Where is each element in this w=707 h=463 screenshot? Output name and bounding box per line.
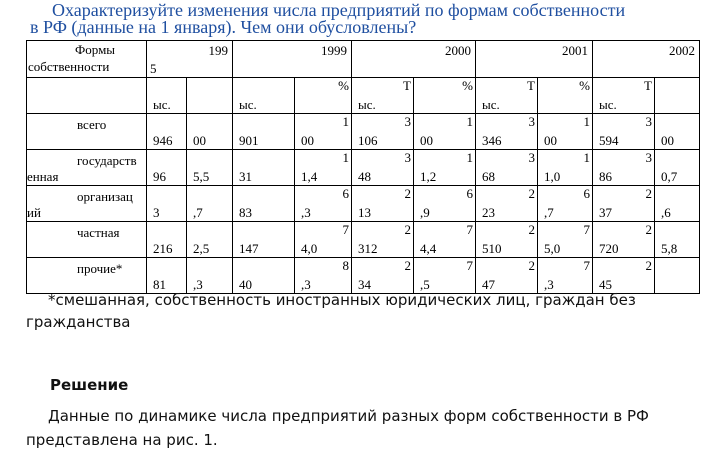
header-forms-label: собственности <box>28 59 110 74</box>
table-cell <box>233 114 295 150</box>
subheader-cell <box>414 78 476 114</box>
table-cell <box>295 114 352 150</box>
cell-value: ,5 <box>420 277 430 292</box>
solution-heading: Решение <box>50 376 129 394</box>
subheader-cell <box>655 78 700 114</box>
row-label: частная <box>77 225 120 240</box>
cell-value: 594 <box>599 133 619 148</box>
cell-value: 68 <box>482 169 495 184</box>
subheader-unit-label: Т <box>527 78 535 93</box>
subheader-unit-label: Т <box>644 78 652 93</box>
task-title-line2: в РФ (данные на 1 января). Чем они обусловлены? <box>30 17 417 37</box>
table-cell <box>538 222 593 258</box>
cell-value-top: 1 <box>342 150 349 165</box>
cell-value: 106 <box>358 133 378 148</box>
subheader-cell <box>593 78 655 114</box>
subheader-unit-label: ыс. <box>482 97 500 112</box>
row-label: организац <box>77 189 133 204</box>
task-title <box>30 2 700 36</box>
header-year-cell <box>147 41 233 78</box>
cell-value-top: 6 <box>466 186 473 201</box>
header-year-label: 199 <box>208 43 228 58</box>
cell-value: ,6 <box>661 205 671 220</box>
subheader-unit-label: % <box>462 78 473 93</box>
subheader-cell <box>352 78 414 114</box>
cell-value-top: 2 <box>404 258 411 273</box>
table-cell <box>233 222 295 258</box>
cell-value-top: 7 <box>583 258 590 273</box>
cell-value: 2,5 <box>193 241 210 256</box>
cell-value-top: 6 <box>583 186 590 201</box>
table-cell <box>295 150 352 186</box>
header-year-label: 5 <box>150 61 157 76</box>
cell-value: ,3 <box>544 277 554 292</box>
table-cell <box>593 186 655 222</box>
cell-value: 00 <box>544 133 557 148</box>
cell-value-top: 2 <box>528 222 535 237</box>
cell-value: 00 <box>661 133 674 148</box>
subheader-cell <box>295 78 352 114</box>
cell-value: 147 <box>239 241 259 256</box>
cell-value: 0,7 <box>661 169 678 184</box>
table-cell <box>593 114 655 150</box>
subheader-cell <box>538 78 593 114</box>
task-title-line1: Охарактеризуйте изменения числа предприятий по формам собственности <box>52 0 626 20</box>
table-cell <box>295 222 352 258</box>
cell-value-top: 2 <box>528 258 535 273</box>
table-subheader-row <box>27 78 700 114</box>
table-cell <box>187 186 233 222</box>
subheader-unit-label: ыс. <box>153 97 171 112</box>
cell-value: ,7 <box>193 205 203 220</box>
cell-value: 5,5 <box>193 169 210 184</box>
table-row <box>27 186 700 222</box>
table-cell <box>655 114 700 150</box>
header-year-label: 2000 <box>445 43 471 58</box>
header-year-cell <box>476 41 593 78</box>
cell-value: 901 <box>239 133 259 148</box>
table-cell <box>147 114 187 150</box>
cell-value: 1,4 <box>301 169 318 184</box>
table-cell <box>414 114 476 150</box>
table-row <box>27 222 700 258</box>
cell-value-top: 3 <box>528 150 535 165</box>
cell-value: 216 <box>153 241 173 256</box>
row-label: государств <box>77 153 137 168</box>
table-cell <box>295 186 352 222</box>
header-forms-label: Формы <box>75 42 116 57</box>
subheader-unit-label: ыс. <box>599 97 617 112</box>
cell-value-top: 1 <box>466 150 473 165</box>
cell-value-top: 8 <box>342 258 349 273</box>
cell-value: 3 <box>153 205 160 220</box>
cell-value-top: 1 <box>583 114 590 129</box>
cell-value: 1,2 <box>420 169 437 184</box>
cell-value: 510 <box>482 241 502 256</box>
cell-value: 81 <box>153 277 166 292</box>
table-cell <box>187 150 233 186</box>
subheader-unit-label: % <box>579 78 590 93</box>
table-cell <box>655 222 700 258</box>
footnote-line1: *смешанная, собственность иностранных юридических лиц, граждан без <box>48 291 636 309</box>
cell-value: 45 <box>599 277 612 292</box>
solution-paragraph <box>26 404 706 452</box>
table-cell <box>593 222 655 258</box>
cell-value: 86 <box>599 169 612 184</box>
cell-value: 37 <box>599 205 612 220</box>
cell-value: 1,0 <box>544 169 561 184</box>
subheader-unit-label: ыс. <box>239 97 257 112</box>
table-cell <box>414 222 476 258</box>
footnote-line2: гражданства <box>26 313 131 331</box>
table-cell <box>655 186 700 222</box>
table-cell <box>414 150 476 186</box>
cell-value-top: 3 <box>528 114 535 129</box>
subheader-unit-label: ыс. <box>358 97 376 112</box>
cell-value-top: 1 <box>342 114 349 129</box>
table-cell <box>538 150 593 186</box>
table-cell <box>476 222 538 258</box>
cell-value: 5,0 <box>544 241 561 256</box>
cell-value: 346 <box>482 133 502 148</box>
cell-value: ,3 <box>301 277 311 292</box>
cell-value: 47 <box>482 277 495 292</box>
cell-value: 13 <box>358 205 371 220</box>
subheader-cell <box>187 78 233 114</box>
cell-value: 00 <box>193 133 206 148</box>
table-header-row <box>27 41 700 78</box>
row-label: ий <box>27 205 41 220</box>
cell-value: 48 <box>358 169 371 184</box>
table-cell <box>352 186 414 222</box>
cell-value-top: 2 <box>645 222 652 237</box>
table-cell <box>476 150 538 186</box>
cell-value-top: 3 <box>404 114 411 129</box>
subheader-cell <box>233 78 295 114</box>
header-year-cell <box>352 41 476 78</box>
cell-value: 40 <box>239 277 252 292</box>
table-cell <box>352 222 414 258</box>
table-cell <box>233 150 295 186</box>
cell-value: 31 <box>239 169 252 184</box>
header-year-label: 2002 <box>669 43 695 58</box>
table-cell <box>538 114 593 150</box>
cell-value: 23 <box>482 205 495 220</box>
table-cell <box>655 150 700 186</box>
cell-value: 4,4 <box>420 241 437 256</box>
subheader-unit-label: % <box>338 78 349 93</box>
row-label-cell <box>27 114 147 150</box>
subheader-cell <box>147 78 187 114</box>
cell-value: 5,8 <box>661 241 678 256</box>
table-cell <box>352 114 414 150</box>
cell-value-top: 2 <box>645 258 652 273</box>
cell-value: 00 <box>420 133 433 148</box>
header-forms-cell <box>27 41 147 78</box>
cell-value-top: 3 <box>404 150 411 165</box>
row-label: енная <box>27 169 59 184</box>
table-cell <box>187 222 233 258</box>
table-row <box>27 114 700 150</box>
enterprises-table <box>26 40 700 294</box>
cell-value: 00 <box>301 133 314 148</box>
row-label-cell <box>27 150 147 186</box>
table-cell <box>593 150 655 186</box>
cell-value: ,3 <box>301 205 311 220</box>
cell-value: ,7 <box>544 205 554 220</box>
table-row <box>27 150 700 186</box>
cell-value-top: 1 <box>466 114 473 129</box>
row-label: всего <box>77 117 107 132</box>
cell-value: 83 <box>239 205 252 220</box>
cell-value: 720 <box>599 241 619 256</box>
cell-value-top: 2 <box>404 222 411 237</box>
table-cell <box>476 114 538 150</box>
subheader-cell <box>476 78 538 114</box>
table-cell <box>352 150 414 186</box>
cell-value-top: 2 <box>645 186 652 201</box>
row-label-cell <box>27 222 147 258</box>
row-label-cell <box>27 186 147 222</box>
header-year-label: 2001 <box>562 43 588 58</box>
cell-value: 34 <box>358 277 371 292</box>
cell-value: 946 <box>153 133 173 148</box>
cell-value: 4,0 <box>301 241 318 256</box>
cell-value-top: 1 <box>583 150 590 165</box>
header-year-label: 1999 <box>321 43 347 58</box>
cell-value: 312 <box>358 241 378 256</box>
cell-value-top: 7 <box>342 222 349 237</box>
subheader-unit-label: Т <box>403 78 411 93</box>
cell-value-top: 6 <box>342 186 349 201</box>
cell-value: 96 <box>153 169 166 184</box>
table-cell <box>147 150 187 186</box>
cell-value-top: 7 <box>466 222 473 237</box>
cell-value-top: 3 <box>645 114 652 129</box>
cell-value-top: 7 <box>466 258 473 273</box>
cell-value-top: 3 <box>645 150 652 165</box>
table-cell <box>147 186 187 222</box>
cell-value-top: 7 <box>583 222 590 237</box>
table-cell <box>147 222 187 258</box>
table-cell <box>476 186 538 222</box>
cell-value-top: 2 <box>528 186 535 201</box>
cell-value: ,9 <box>420 205 430 220</box>
footnote <box>26 289 706 333</box>
table-cell <box>187 114 233 150</box>
table-cell <box>233 186 295 222</box>
cell-value: ,3 <box>193 277 203 292</box>
header-year-cell <box>593 41 700 78</box>
header-year-cell <box>233 41 352 78</box>
row-label: прочие* <box>77 261 123 276</box>
table-cell <box>538 186 593 222</box>
cell-value-top: 2 <box>404 186 411 201</box>
solution-paragraph-line1: Данные по динамике числа предприятий разных форм собственности в РФ <box>48 407 649 425</box>
subheader-empty-cell <box>27 78 147 114</box>
table-cell <box>414 186 476 222</box>
solution-paragraph-line2: представлена на рис. 1. <box>26 431 218 449</box>
